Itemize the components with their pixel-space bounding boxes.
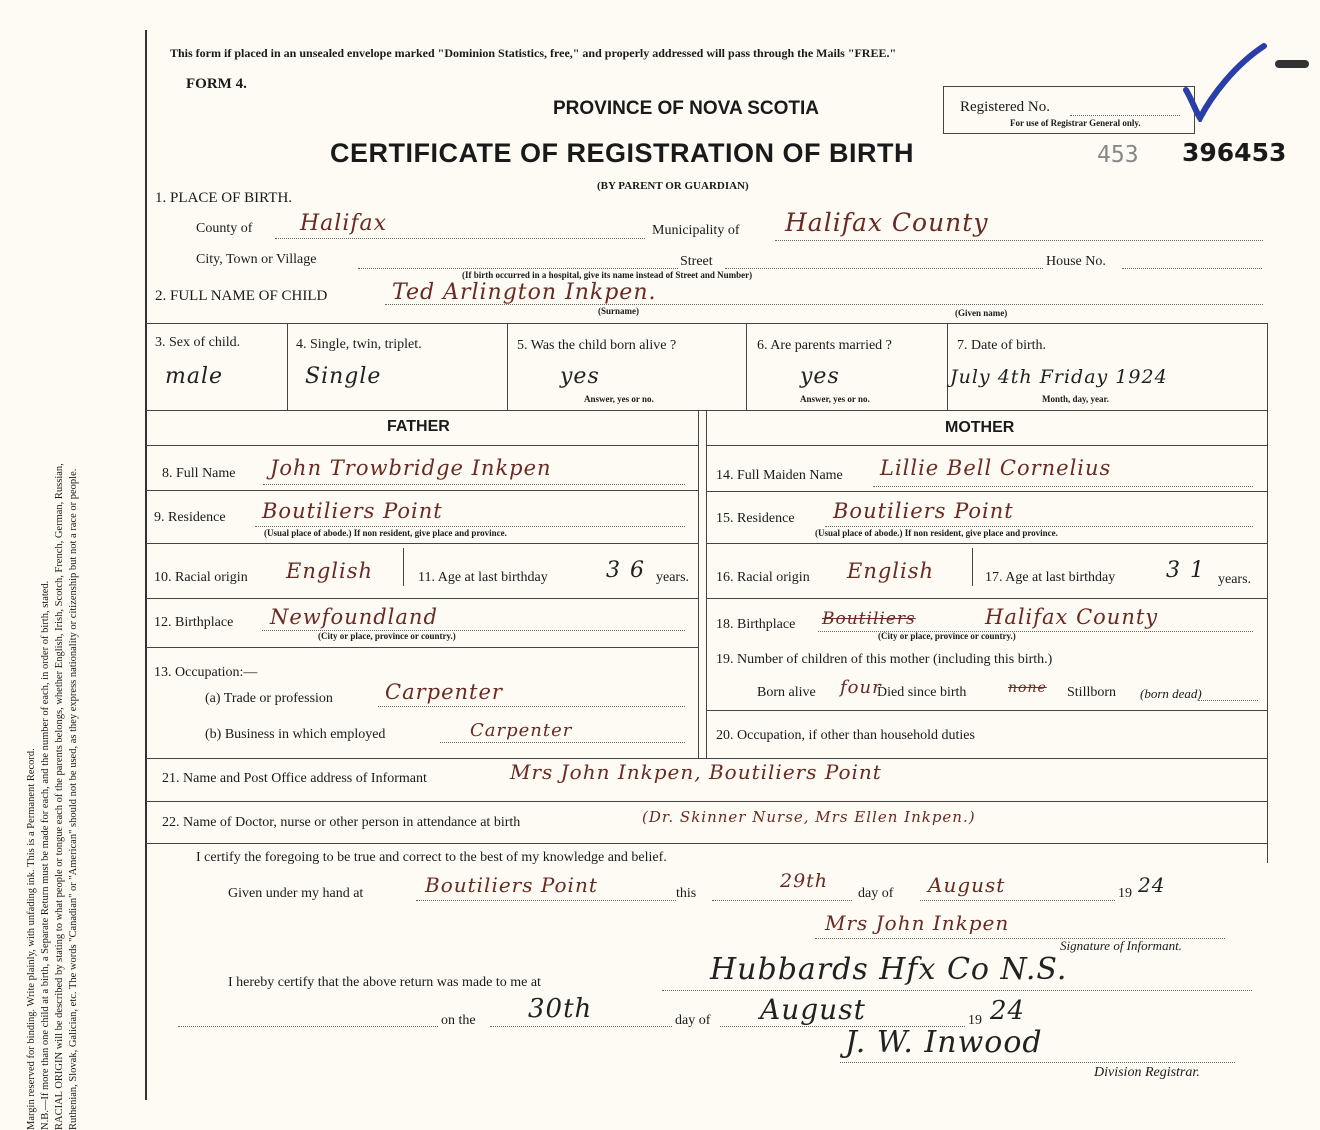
mother-racial-divider bbox=[972, 548, 973, 586]
father-abode-note: (Usual place of abode.) If non resident, give place and province. bbox=[264, 528, 507, 538]
registered-line bbox=[1070, 115, 1180, 116]
registered-label: Registered No. bbox=[960, 99, 1050, 115]
province-heading: PROVINCE OF NOVA SCOTIA bbox=[553, 98, 820, 119]
checkmark-icon bbox=[1180, 40, 1270, 122]
children-label: 19. Number of children of this mother (including this birth.) bbox=[716, 652, 1053, 667]
father-residence-line bbox=[255, 526, 685, 527]
mother-racial-value: English bbox=[847, 559, 935, 583]
margin-instructions bbox=[25, 90, 135, 1130]
mother-birthplace-label: 18. Birthplace bbox=[716, 617, 796, 632]
married-value: yes bbox=[800, 364, 840, 389]
mother-row-14 bbox=[706, 491, 1268, 492]
county-line bbox=[275, 238, 645, 239]
mother-name-line bbox=[873, 486, 1253, 487]
county-label: County of bbox=[196, 221, 253, 236]
given-label: Given under my hand at bbox=[228, 886, 364, 901]
house-label: House No. bbox=[1046, 254, 1106, 269]
father-age-value: 36 bbox=[606, 558, 654, 583]
divider-doctor-top bbox=[146, 801, 1268, 802]
stillborn-label: Stillborn bbox=[1067, 685, 1117, 700]
registrar-year-prefix: 19 bbox=[968, 1013, 982, 1028]
given-caption: (Given name) bbox=[955, 308, 1008, 318]
child-name-label: 2. FULL NAME OF CHILD bbox=[155, 288, 328, 304]
child-name-line bbox=[385, 304, 1263, 305]
margin-line-2: N.B.—If more than one child at a birth, a Separate Return must be made for each, and the number of each, in order of birth, stated. bbox=[40, 580, 51, 1130]
margin-line-3: RACIAL ORIGIN will be described by stating to what people or tongue each of the parents belongs, whether English, Irish, Scotch, French, German, Russian, bbox=[54, 463, 65, 1130]
trade-line bbox=[378, 706, 685, 707]
signature-caption: Signature of Informant. bbox=[1060, 938, 1182, 953]
ink-mark bbox=[1275, 60, 1309, 68]
divider-parents-top bbox=[146, 410, 1268, 411]
registrar-place-line bbox=[662, 990, 1252, 991]
divider-3-4 bbox=[287, 323, 288, 410]
given-month-line bbox=[920, 900, 1115, 901]
child-name-value: Ted Arlington Inkpen. bbox=[392, 280, 657, 305]
date-value: July 4th Friday 1924 bbox=[950, 366, 1168, 388]
registrar-text: I hereby certify that the above return was made to me at bbox=[228, 975, 541, 990]
single-value: Single bbox=[305, 364, 382, 389]
registration-number: 396453 bbox=[1182, 138, 1287, 167]
mother-residence-line bbox=[825, 526, 1253, 527]
given-month: August bbox=[928, 873, 1006, 897]
mother-age-label: 17. Age at last birthday bbox=[985, 570, 1116, 585]
father-racial-label: 10. Racial origin bbox=[154, 570, 248, 585]
street-line bbox=[725, 268, 1043, 269]
doctor-label: 22. Name of Doctor, nurse or other person in attendance at birth bbox=[162, 815, 521, 830]
died-label: Died since birth bbox=[877, 685, 967, 700]
registrar-lead-line bbox=[178, 1026, 438, 1027]
mother-row-19 bbox=[706, 710, 1268, 711]
margin-line-4: Ruthenian, Slovak, Galician, etc. The words "Canadian" or "American" should not be used, as they express nationality or citizenship but not a race or people. bbox=[68, 468, 79, 1130]
mother-name-value: Lillie Bell Cornelius bbox=[880, 456, 1112, 480]
father-racial-divider bbox=[403, 548, 404, 586]
father-occupation-label: 13. Occupation:— bbox=[154, 665, 258, 680]
informant-value: Mrs John Inkpen, Boutiliers Point bbox=[510, 760, 882, 784]
margin-line-1: Margin reserved for binding. Write plainly, with unfading ink. This is a Permanent Record. bbox=[26, 748, 37, 1130]
father-birthplace-value: Newfoundland bbox=[270, 605, 438, 629]
mother-heading: MOTHER bbox=[945, 419, 1015, 436]
municipality-value: Halifax County bbox=[785, 208, 989, 237]
form-number: FORM 4. bbox=[186, 76, 247, 92]
page-subtitle: (BY PARENT OR GUARDIAN) bbox=[597, 180, 749, 192]
mother-row-15 bbox=[706, 543, 1268, 544]
registrar-signature-line bbox=[840, 1062, 1235, 1063]
divider-certify-top bbox=[146, 843, 1268, 844]
mother-place-caption: (City or place, province or country.) bbox=[878, 631, 1016, 641]
mail-notice: This form if placed in an unsealed envelope marked "Dominion Statistics, free," and properly addressed will pass through the Mails "FREE." bbox=[170, 46, 897, 60]
registrar-signature: J. W. Inwood bbox=[845, 1025, 1043, 1060]
mother-row-16 bbox=[706, 598, 1268, 599]
given-place: Boutiliers Point bbox=[425, 873, 598, 897]
stillborn-note: (born dead) bbox=[1140, 686, 1202, 701]
trade-value: Carpenter bbox=[385, 680, 503, 704]
municipality-line bbox=[775, 240, 1263, 241]
father-years: years. bbox=[656, 570, 690, 585]
father-name-line bbox=[263, 484, 685, 485]
mother-name-label: 14. Full Maiden Name bbox=[716, 468, 843, 483]
municipality-label: Municipality of bbox=[652, 223, 740, 238]
father-residence-label: 9. Residence bbox=[154, 510, 226, 525]
house-line bbox=[1122, 268, 1262, 269]
mother-age-value: 31 bbox=[1166, 558, 1214, 583]
divider-5-6 bbox=[746, 323, 747, 410]
business-line bbox=[440, 742, 685, 743]
mother-years: years. bbox=[1218, 572, 1252, 587]
given-day: 29th bbox=[780, 870, 829, 892]
place-heading: 1. PLACE OF BIRTH. bbox=[155, 190, 293, 206]
father-birthplace-label: 12. Birthplace bbox=[154, 615, 234, 630]
registered-box bbox=[943, 86, 1195, 134]
father-name-label: 8. Full Name bbox=[162, 466, 236, 481]
mother-birthplace-value: Halifax County bbox=[985, 605, 1159, 629]
divider-row3-top bbox=[146, 323, 1268, 324]
mother-residence-value: Boutiliers Point bbox=[833, 499, 1014, 523]
given-year-prefix: 19 bbox=[1118, 886, 1132, 901]
business-value: Carpenter bbox=[470, 720, 573, 741]
mother-birthplace-struck: Boutiliers bbox=[822, 609, 916, 629]
trade-label: (a) Trade or profession bbox=[205, 691, 333, 706]
single-label: 4. Single, twin, triplet. bbox=[296, 337, 422, 352]
divider-6-7 bbox=[947, 323, 948, 410]
divider-informant-top bbox=[146, 758, 1268, 759]
registrar-year: 24 bbox=[990, 996, 1026, 1026]
father-heading: FATHER bbox=[387, 418, 450, 435]
binding-margin-line bbox=[145, 30, 147, 1100]
alive-label: 5. Was the child born alive ? bbox=[517, 338, 677, 353]
married-caption: Answer, yes or no. bbox=[800, 394, 870, 404]
page-title: CERTIFICATE OF REGISTRATION OF BIRTH bbox=[330, 138, 914, 168]
father-age-label: 11. Age at last birthday bbox=[418, 570, 548, 585]
surname-caption: (Surname) bbox=[598, 306, 639, 316]
alive-caption: Answer, yes or no. bbox=[584, 394, 654, 404]
city-line bbox=[358, 268, 678, 269]
county-value: Halifax bbox=[300, 211, 388, 236]
mother-residence-label: 15. Residence bbox=[716, 511, 795, 526]
divider-4-5 bbox=[507, 323, 508, 410]
parents-divider-right bbox=[706, 410, 707, 758]
date-caption: Month, day, year. bbox=[1042, 394, 1109, 404]
informant-signature: Mrs John Inkpen bbox=[825, 911, 1010, 935]
date-label: 7. Date of birth. bbox=[957, 338, 1047, 353]
registrar-month: August bbox=[760, 993, 866, 1026]
mother-heading-line bbox=[706, 445, 1268, 446]
business-label: (b) Business in which employed bbox=[205, 727, 386, 742]
right-border bbox=[1267, 323, 1268, 863]
registrar-on-the: on the bbox=[441, 1013, 476, 1028]
died-value: none bbox=[1008, 680, 1047, 696]
parents-divider-left bbox=[698, 410, 699, 758]
registrar-caption: Division Registrar. bbox=[1094, 1065, 1200, 1080]
given-this: this bbox=[676, 886, 697, 901]
doctor-value: (Dr. Skinner Nurse, Mrs Ellen Inkpen.) bbox=[642, 808, 976, 826]
informant-label: 21. Name and Post Office address of Informant bbox=[162, 771, 427, 786]
married-label: 6. Are parents married ? bbox=[757, 338, 892, 353]
registrar-place: Hubbards Hfx Co N.S. bbox=[710, 952, 1068, 987]
registrar-day-line bbox=[490, 1026, 672, 1027]
street-label: Street bbox=[680, 254, 713, 269]
father-residence-value: Boutiliers Point bbox=[262, 499, 443, 523]
given-day-line bbox=[712, 900, 852, 901]
city-label: City, Town or Village bbox=[196, 252, 317, 267]
given-year: 24 bbox=[1138, 873, 1166, 897]
registrar-day-of: day of bbox=[675, 1013, 711, 1028]
mother-abode-note: (Usual place of abode.) If non resident, give place and province. bbox=[815, 528, 1058, 538]
father-row-8 bbox=[146, 490, 698, 491]
hospital-note: (If birth occurred in a hospital, give its name instead of Street and Number) bbox=[462, 270, 753, 280]
father-row-9 bbox=[146, 543, 698, 544]
father-row-12 bbox=[146, 647, 698, 648]
certify-text: I certify the foregoing to be true and correct to the best of my knowledge and belief. bbox=[196, 850, 667, 865]
father-racial-value: English bbox=[286, 559, 374, 583]
father-heading-line bbox=[146, 445, 698, 446]
mother-occupation-label: 20. Occupation, if other than household duties bbox=[716, 728, 975, 743]
born-alive-value: four bbox=[840, 677, 882, 698]
sex-label: 3. Sex of child. bbox=[155, 335, 241, 350]
mother-racial-label: 16. Racial origin bbox=[716, 570, 810, 585]
registrar-use-note: For use of Registrar General only. bbox=[1010, 118, 1141, 128]
sex-value: male bbox=[165, 364, 224, 389]
father-name-value: John Trowbridge Inkpen bbox=[270, 456, 552, 480]
born-alive-label: Born alive bbox=[757, 685, 816, 700]
stillborn-line bbox=[1198, 700, 1258, 701]
father-row-10 bbox=[146, 598, 698, 599]
father-place-caption: (City or place, province or country.) bbox=[318, 631, 456, 641]
given-place-line bbox=[416, 900, 676, 901]
registrar-day: 30th bbox=[528, 994, 593, 1024]
alive-value: yes bbox=[560, 364, 600, 389]
stamp-partial: 453 bbox=[1097, 142, 1139, 168]
given-day-of: day of bbox=[858, 886, 894, 901]
